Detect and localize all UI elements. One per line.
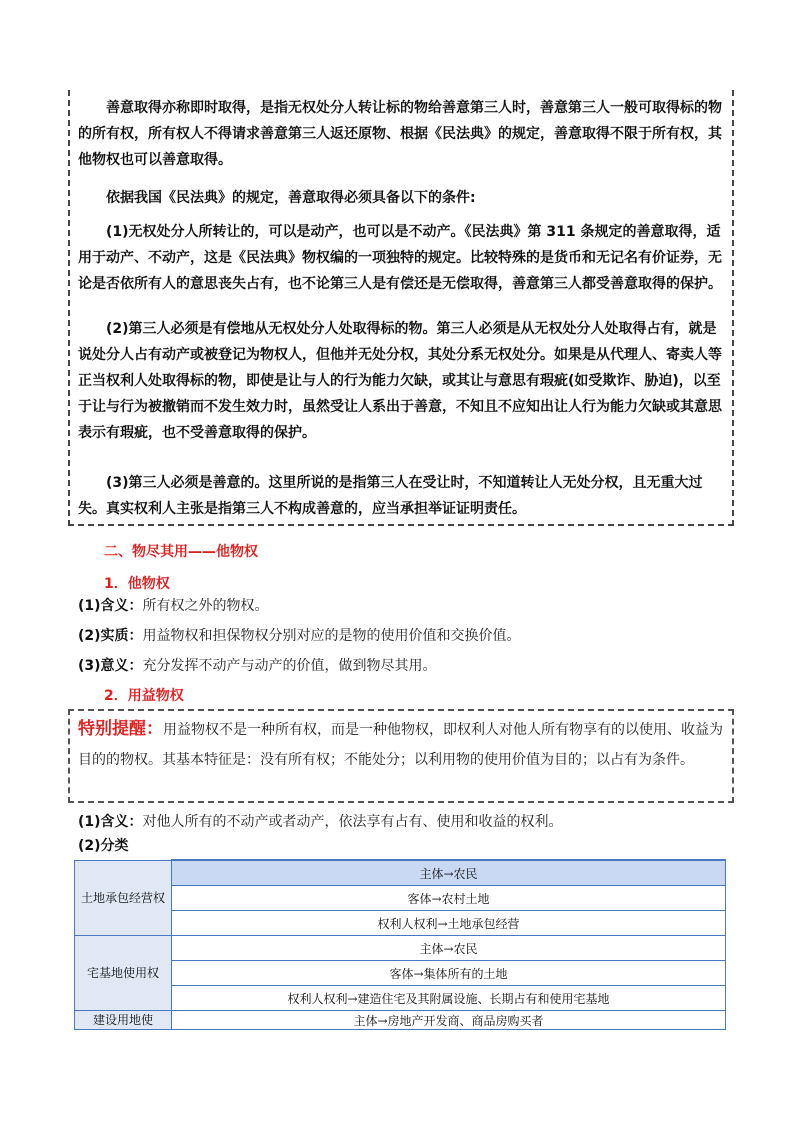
item-significance: (3)意义：充分发挥不动产与动产的价值，做到物尽其用。	[78, 658, 437, 674]
table-row	[75, 886, 726, 911]
classification-table	[74, 859, 726, 1030]
category-cell: 宅基地使用权	[75, 936, 172, 1011]
paragraph-good-faith-definition: 善意取得亦称即时取得，是指无权处分人转让标的物给善意第三人时，善意第三人一般可取得标的物的所有权，所有权人不得请求善意第三人返还原物、根据《民法典》的规定，善意取得不限于所有权，其他物权也可以善意取得。	[78, 100, 722, 168]
category-cell: 土地承包经营权	[75, 860, 172, 936]
value-cell: 权利人权利→土地承包经营	[172, 911, 726, 936]
paragraph-condition-2: (2)第三人必须是有偿地从无权处分人处取得标的物。第三人必须是从无权处分人处取得占有，就是说处分人占有动产或被登记为物权人，但他并无处分权，其处分系无权处分。如果是从代理人、寄卖人等正当权利人处取得标的物，即使是让与人的行为能力欠缺，或其让与意思有瑕疵(如受欺诈、胁迫)，以至于让与行为被撤销而不发生效力时，虽然受让人系出于善意，不知且不应知出让人行为能力欠缺或其意思表示有瑕疵，也不受善意取得的保护。	[78, 321, 722, 441]
value-cell: 客体→农村土地	[172, 886, 726, 911]
reminder-text: 特别提醒：用益物权不是一种所有权，而是一种他物权，即权利人对他人所有物享有的以使用、收益为目的的物权。其基本特征是：没有所有权；不能处分；以利用物的使用价值为目的；以占有为条件。	[78, 719, 723, 768]
paragraph-condition-1: (1)无权处分人所转让的，可以是动产，也可以是不动产。《民法典》第 311 条规定的善意取得，适用于动产、不动产，这是《民法典》物权编的一项独特的规定。比较特殊的是货币和无记名有价证券，无论是否依所有人的意思丧失占有，也不论第三人是有偿还是无偿取得，善意第三人都受善意取得的保护。	[78, 224, 722, 292]
value-cell: 权利人权利→建造住宅及其附属设施、长期占有和使用宅基地	[172, 986, 726, 1011]
item-meaning: (1)含义：所有权之外的物权。	[78, 598, 269, 614]
table-row	[75, 860, 726, 886]
table-row	[75, 986, 726, 1011]
paragraph-conditions-intro: 依据我国《民法典》的规定，善意取得必须具备以下的条件:	[106, 190, 476, 206]
value-cell: 主体→农民	[172, 860, 726, 886]
item-usufruct-meaning: (1)含义：对他人所有的不动产或者动产，依法享有占有、使用和收益的权利。	[78, 814, 563, 830]
subsection-title-usufruct: 2．用益物权	[104, 688, 184, 704]
table-row	[75, 936, 726, 961]
table-row	[75, 1011, 726, 1030]
table-row	[75, 961, 726, 986]
item-classification: (2)分类	[78, 838, 129, 854]
paragraph-condition-3: (3)第三人必须是善意的。这里所说的是指第三人在受让时，不知道转让人无处分权，且无重大过失。真实权利人主张是指第三人不构成善意的，应当承担举证证明责任。	[78, 475, 703, 517]
category-cell: 建设用地使	[75, 1011, 172, 1030]
value-cell: 主体→农民	[172, 936, 726, 961]
value-cell: 主体→房地产开发商、商品房购买者	[172, 1011, 726, 1030]
section-title: 二、物尽其用——他物权	[104, 544, 258, 560]
subsection-title-other-rights: 1．他物权	[104, 576, 170, 592]
value-cell: 客体→集体所有的土地	[172, 961, 726, 986]
table-row	[75, 911, 726, 936]
item-essence: (2)实质：用益物权和担保物权分别对应的是物的使用价值和交换价值。	[78, 628, 521, 644]
